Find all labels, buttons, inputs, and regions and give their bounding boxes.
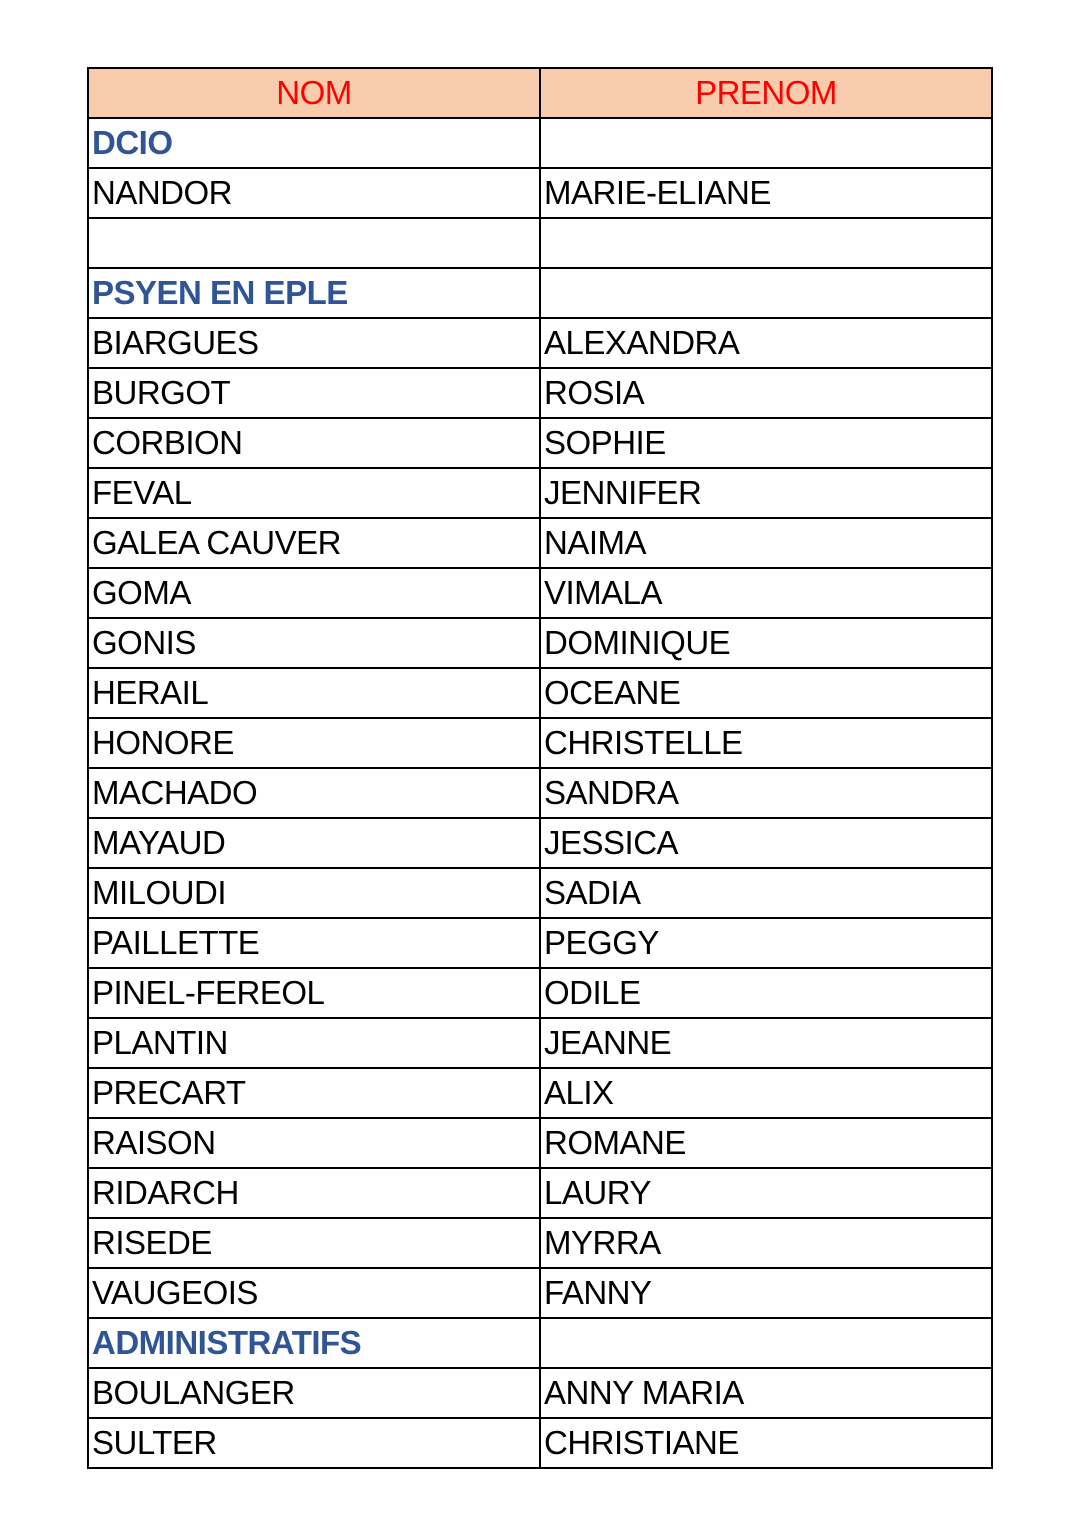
cell-nom: BOULANGER bbox=[88, 1368, 540, 1418]
cell-prenom bbox=[540, 268, 992, 318]
cell-nom: PLANTIN bbox=[88, 1018, 540, 1068]
table-row bbox=[88, 568, 992, 618]
cell-nom: BURGOT bbox=[88, 368, 540, 418]
table-row bbox=[88, 368, 992, 418]
cell-prenom: NAIMA bbox=[540, 518, 992, 568]
table-row bbox=[88, 768, 992, 818]
cell-nom: NANDOR bbox=[88, 168, 540, 218]
cell-prenom: JENNIFER bbox=[540, 468, 992, 518]
cell-nom: PAILLETTE bbox=[88, 918, 540, 968]
cell-prenom: MYRRA bbox=[540, 1218, 992, 1268]
cell-prenom: VIMALA bbox=[540, 568, 992, 618]
cell-prenom: ALEXANDRA bbox=[540, 318, 992, 368]
cell-nom: GONIS bbox=[88, 618, 540, 668]
cell-nom: HERAIL bbox=[88, 668, 540, 718]
cell-nom: RAISON bbox=[88, 1118, 540, 1168]
cell-prenom: SADIA bbox=[540, 868, 992, 918]
cell-prenom: OCEANE bbox=[540, 668, 992, 718]
section-label: DCIO bbox=[88, 118, 540, 168]
cell-prenom: LAURY bbox=[540, 1168, 992, 1218]
table-row bbox=[88, 918, 992, 968]
cell-nom: MILOUDI bbox=[88, 868, 540, 918]
cell-prenom: JESSICA bbox=[540, 818, 992, 868]
cell-nom: MAYAUD bbox=[88, 818, 540, 868]
empty-row bbox=[88, 218, 992, 268]
cell-nom: MACHADO bbox=[88, 768, 540, 818]
section-row bbox=[88, 1318, 992, 1368]
cell-nom: PINEL-FEREOL bbox=[88, 968, 540, 1018]
table-row bbox=[88, 968, 992, 1018]
cell-nom: RISEDE bbox=[88, 1218, 540, 1268]
cell-prenom: ROMANE bbox=[540, 1118, 992, 1168]
cell-prenom bbox=[540, 218, 992, 268]
cell-nom: BIARGUES bbox=[88, 318, 540, 368]
table-row bbox=[88, 1018, 992, 1068]
table-row bbox=[88, 1418, 992, 1468]
table-row bbox=[88, 668, 992, 718]
cell-prenom: CHRISTIANE bbox=[540, 1418, 992, 1468]
cell-prenom: FANNY bbox=[540, 1268, 992, 1318]
cell-nom bbox=[88, 218, 540, 268]
cell-nom: CORBION bbox=[88, 418, 540, 468]
cell-nom: HONORE bbox=[88, 718, 540, 768]
cell-nom: SULTER bbox=[88, 1418, 540, 1468]
header-row bbox=[88, 68, 992, 118]
cell-prenom: ANNY MARIA bbox=[540, 1368, 992, 1418]
table-row bbox=[88, 518, 992, 568]
table-row bbox=[88, 168, 992, 218]
table-row bbox=[88, 468, 992, 518]
cell-prenom: CHRISTELLE bbox=[540, 718, 992, 768]
table-row bbox=[88, 418, 992, 468]
cell-nom: RIDARCH bbox=[88, 1168, 540, 1218]
cell-prenom: MARIE-ELIANE bbox=[540, 168, 992, 218]
column-header-nom: NOM bbox=[88, 68, 540, 118]
cell-nom: GALEA CAUVER bbox=[88, 518, 540, 568]
cell-prenom: SOPHIE bbox=[540, 418, 992, 468]
table-row bbox=[88, 818, 992, 868]
cell-nom: VAUGEOIS bbox=[88, 1268, 540, 1318]
table-row bbox=[88, 1168, 992, 1218]
section-label: PSYEN EN EPLE bbox=[88, 268, 540, 318]
table-row bbox=[88, 1068, 992, 1118]
staff-table bbox=[87, 67, 993, 1469]
table-row bbox=[88, 1218, 992, 1268]
table-row bbox=[88, 1368, 992, 1418]
table-row bbox=[88, 1118, 992, 1168]
table-body bbox=[88, 118, 992, 1468]
cell-prenom: ALIX bbox=[540, 1068, 992, 1118]
table-row bbox=[88, 318, 992, 368]
table-row bbox=[88, 868, 992, 918]
cell-nom: GOMA bbox=[88, 568, 540, 618]
cell-prenom: SANDRA bbox=[540, 768, 992, 818]
section-row bbox=[88, 268, 992, 318]
cell-nom: FEVAL bbox=[88, 468, 540, 518]
section-label: ADMINISTRATIFS bbox=[88, 1318, 540, 1368]
table-row bbox=[88, 718, 992, 768]
section-row bbox=[88, 118, 992, 168]
cell-prenom bbox=[540, 1318, 992, 1368]
cell-prenom: ODILE bbox=[540, 968, 992, 1018]
cell-prenom: JEANNE bbox=[540, 1018, 992, 1068]
table-row bbox=[88, 618, 992, 668]
column-header-prenom: PRENOM bbox=[540, 68, 992, 118]
cell-prenom: ROSIA bbox=[540, 368, 992, 418]
cell-nom: PRECART bbox=[88, 1068, 540, 1118]
cell-prenom bbox=[540, 118, 992, 168]
cell-prenom: DOMINIQUE bbox=[540, 618, 992, 668]
table-row bbox=[88, 1268, 992, 1318]
cell-prenom: PEGGY bbox=[540, 918, 992, 968]
